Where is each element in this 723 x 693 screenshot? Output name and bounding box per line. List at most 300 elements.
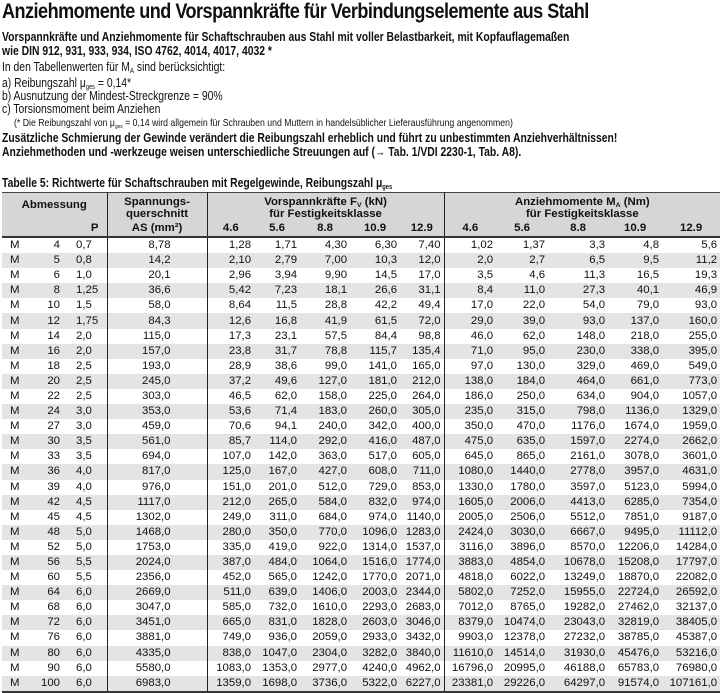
header-vorspannkraefte	[207, 193, 444, 221]
header-fv-l2: für Festigkeitsklasse	[269, 208, 382, 220]
consider-prefix: In den Tabellenwerten für M	[2, 60, 130, 74]
cell-preload-force: 2977,0	[312, 661, 348, 674]
warning-line-2: Anziehmethoden und -werkzeuge weisen unterschiedliche Streuungen auf (→ Tab. 1/VDI 2230-1, Tab. A8).	[2, 145, 522, 159]
cell-preload-force: 292,0	[300, 434, 350, 449]
cell-preload-force: 3046,0	[400, 615, 444, 630]
cell-pitch: 5,5	[76, 571, 92, 584]
cell-preload-force: 17,3	[207, 329, 254, 344]
cell-preload-force: 608,0	[350, 464, 400, 479]
cell-pitch: 3,0	[62, 404, 107, 419]
cell-preload-force: 46,5	[207, 389, 254, 404]
cell-preload-force: 70,6	[207, 419, 254, 434]
cell-tightening-torque: 46188,0	[563, 661, 606, 674]
cell-tightening-torque: 3883,0	[444, 555, 496, 570]
footnote-prefix: (* Die Reibungszahl von μ	[14, 117, 115, 129]
cell-pitch: 6,0	[62, 585, 107, 600]
cell-preload-force: 770,0	[300, 525, 350, 540]
cell-preload-force: 85,7	[207, 434, 254, 449]
cell-tightening-torque: 160,0	[662, 313, 720, 328]
cell-preload-force: 260,0	[350, 404, 400, 419]
table-row	[2, 510, 720, 525]
cell-tightening-torque: 7354,0	[662, 495, 720, 510]
table-row	[2, 389, 720, 404]
cell-preload-force: 2293,0	[362, 601, 398, 614]
cell-preload-force: 1047,0	[254, 646, 300, 661]
cell-tightening-torque: 1605,0	[444, 495, 496, 510]
header-ma-l2: für Festigkeitsklasse	[525, 208, 639, 220]
cell-tightening-torque: 645,0	[444, 449, 496, 464]
cell-pitch: 6,0	[62, 646, 107, 661]
cell-diameter: 64	[30, 585, 62, 600]
cell-stress-area: 36,6	[107, 283, 207, 298]
cell-tightening-torque: 4,6	[529, 269, 546, 282]
header-ma-class: 4.6	[444, 220, 496, 237]
cell-stress-area: 14,2	[107, 253, 207, 268]
cell-tightening-torque: 470,0	[516, 420, 546, 433]
footnote	[14, 117, 513, 129]
cell-tightening-torque: 9187,0	[682, 510, 718, 523]
cell-preload-force: 6227,0	[400, 676, 444, 692]
cell-stress-area: 245,0	[107, 374, 207, 389]
cell-preload-force: 2683,0	[405, 601, 441, 614]
cell-stress-area: 3451,0	[107, 615, 207, 630]
cell-preload-force: 53,6	[207, 404, 254, 419]
cell-preload-force: 1083,0	[207, 661, 254, 676]
conditions-list	[2, 77, 223, 116]
condition-a-suffix: = 0,14*	[95, 76, 132, 90]
cell-stress-area: 817,0	[107, 464, 207, 479]
cell-preload-force: 311,0	[269, 510, 298, 523]
cell-preload-force: 684,0	[318, 510, 348, 523]
cell-preload-force: 400,0	[412, 420, 441, 433]
cell-pitch: 1,5	[76, 299, 92, 312]
cell-preload-force: 10,3	[350, 253, 400, 268]
cell-diameter: 16	[30, 344, 62, 359]
cell-tightening-torque: 1674,0	[624, 420, 660, 433]
cell-preload-force: 350,0	[254, 525, 300, 540]
cell-diameter: 33	[47, 450, 60, 463]
cell-preload-force: 201,0	[268, 480, 298, 493]
header-fv-prefix: Vorspannkräfte F	[264, 196, 358, 208]
cell-pitch: 3,5	[62, 434, 107, 449]
cell-stress-area: 2669,0	[107, 585, 207, 600]
cell-preload-force: 158,0	[318, 389, 348, 402]
cell-tightening-torque: 5512,0	[570, 510, 606, 523]
cell-preload-force: 729,0	[368, 480, 398, 493]
cell-preload-force: 280,0	[207, 525, 254, 540]
cell-preload-force: 387,0	[207, 555, 254, 570]
cell-stress-area: 6983,0	[107, 676, 207, 692]
cell-preload-force: 749,0	[207, 630, 254, 645]
cell-m: M	[2, 464, 30, 479]
cell-tightening-torque: 1329,0	[662, 404, 720, 419]
cell-tightening-torque: 11,3	[583, 269, 606, 282]
cell-preload-force: 605,0	[412, 450, 441, 463]
cell-diameter: 36	[30, 464, 62, 479]
cell-tightening-torque: 26592,0	[662, 585, 720, 600]
cell-m: M	[10, 299, 20, 312]
cell-preload-force: 41,9	[300, 313, 350, 328]
cell-tightening-torque: 27232,0	[563, 631, 606, 644]
table-row	[2, 464, 720, 479]
cell-tightening-torque: 11610,0	[444, 646, 496, 661]
cell-preload-force: 212,0	[207, 495, 254, 510]
cell-diameter: 22	[47, 389, 60, 402]
cell-diameter: 6	[53, 269, 60, 282]
cell-stress-area: 1753,0	[107, 540, 207, 555]
cell-preload-force: 212,0	[400, 374, 444, 389]
cell-preload-force: 1,71	[274, 239, 298, 252]
cell-tightening-torque: 6667,0	[548, 525, 608, 540]
cell-tightening-torque: 184,0	[496, 374, 548, 389]
cell-tightening-torque: 22082,0	[675, 571, 718, 584]
cell-diameter: 90	[47, 661, 60, 674]
cell-preload-force: 3840,0	[400, 646, 444, 661]
cell-m: M	[2, 313, 30, 328]
cell-tightening-torque: 5994,0	[682, 480, 718, 493]
cell-tightening-torque: 38785,0	[617, 631, 660, 644]
cell-m: M	[2, 555, 30, 570]
cell-m: M	[2, 495, 30, 510]
cell-preload-force: 1610,0	[312, 601, 348, 614]
cell-tightening-torque: 635,0	[496, 434, 548, 449]
cell-diameter: 14	[47, 329, 60, 342]
table-row	[2, 570, 720, 585]
cell-stress-area: 303,0	[107, 389, 207, 404]
cell-diameter: 8	[30, 283, 62, 298]
cell-tightening-torque: 32137,0	[675, 601, 718, 614]
cell-preload-force: 416,0	[350, 434, 400, 449]
table-row	[2, 374, 720, 389]
cell-preload-force: 7,00	[300, 253, 350, 268]
cell-tightening-torque: 16796,0	[444, 661, 496, 676]
cell-tightening-torque: 22,0	[522, 299, 546, 312]
cell-tightening-torque: 661,0	[608, 374, 662, 389]
cell-preload-force: 49,6	[254, 374, 300, 389]
cell-preload-force: 2933,0	[362, 631, 398, 644]
cell-stress-area: 193,0	[107, 359, 207, 374]
cell-preload-force: 167,0	[254, 464, 300, 479]
cell-preload-force: 922,0	[318, 540, 348, 553]
warning-text	[2, 131, 617, 159]
cell-tightening-torque: 2005,0	[444, 510, 496, 525]
cell-preload-force: 2059,0	[312, 631, 348, 644]
table-row	[2, 449, 720, 464]
cell-preload-force: 23,8	[207, 344, 254, 359]
cell-preload-force: 342,0	[368, 420, 398, 433]
cell-m: M	[10, 631, 20, 644]
header-ma-class: 10.9	[608, 220, 662, 237]
cell-preload-force: 711,0	[400, 464, 444, 479]
page-title: Anziehmomente und Vorspannkräfte für Verbindungselemente aus Stahl	[2, 0, 589, 23]
cell-tightening-torque: 91574,0	[608, 676, 662, 692]
cell-m: M	[10, 601, 20, 614]
cell-preload-force: 565,0	[268, 571, 298, 584]
cell-tightening-torque: 2,0	[444, 253, 496, 268]
table-row	[2, 525, 720, 540]
cell-preload-force: 2,10	[207, 253, 254, 268]
cell-preload-force: 38,6	[274, 359, 298, 372]
footnote-sub: ges	[114, 124, 123, 130]
cell-preload-force: 37,2	[207, 374, 254, 389]
cell-tightening-torque: 3957,0	[608, 464, 662, 479]
cell-preload-force: 639,0	[254, 585, 300, 600]
cell-preload-force: 16,8	[254, 313, 300, 328]
cell-pitch: 3,5	[76, 450, 92, 463]
cell-tightening-torque: 29,0	[444, 313, 496, 328]
header-ma-class: 5.6	[496, 220, 548, 237]
cell-tightening-torque: 469,0	[630, 359, 660, 372]
cell-tightening-torque: 12378,0	[503, 631, 546, 644]
cell-tightening-torque: 29226,0	[496, 676, 548, 692]
cell-tightening-torque: 64297,0	[548, 676, 608, 692]
cell-diameter: 45	[47, 510, 60, 523]
cell-tightening-torque: 71,0	[444, 344, 496, 359]
cell-tightening-torque: 17,0	[444, 298, 496, 313]
table-row	[2, 646, 720, 661]
cell-tightening-torque: 8379,0	[444, 615, 496, 630]
table-row	[2, 237, 720, 253]
cell-preload-force: 1359,0	[207, 676, 254, 692]
cell-tightening-torque: 148,0	[576, 329, 606, 342]
cell-tightening-torque: 4631,0	[662, 464, 720, 479]
cell-tightening-torque: 3896,0	[510, 540, 546, 553]
cell-preload-force: 127,0	[300, 374, 350, 389]
cell-tightening-torque: 95,0	[496, 344, 548, 359]
cell-tightening-torque: 634,0	[576, 389, 606, 402]
cell-preload-force: 2603,0	[350, 615, 400, 630]
cell-tightening-torque: 23043,0	[548, 615, 608, 630]
cell-tightening-torque: 7012,0	[444, 600, 496, 615]
cell-preload-force: 42,2	[374, 299, 398, 312]
cell-stress-area: 3881,0	[107, 630, 207, 645]
cell-tightening-torque: 10678,0	[548, 555, 608, 570]
cell-tightening-torque: 97,0	[444, 359, 496, 374]
cell-tightening-torque: 315,0	[496, 404, 548, 419]
cell-preload-force: 98,8	[418, 329, 441, 342]
cell-preload-force: 1,28	[207, 237, 254, 253]
cell-tightening-torque: 93,0	[548, 313, 608, 328]
table-row	[2, 344, 720, 359]
cell-stress-area: 976,0	[107, 480, 207, 495]
cell-pitch: 2,0	[62, 344, 107, 359]
cell-preload-force: 1406,0	[300, 585, 350, 600]
header-ma-sub: A	[615, 202, 621, 209]
cell-preload-force: 4962,0	[405, 661, 441, 674]
cell-tightening-torque: 1,37	[522, 239, 546, 252]
cell-m: M	[10, 480, 20, 493]
intro-text	[2, 30, 569, 58]
cell-stress-area: 1302,0	[107, 510, 207, 525]
cell-tightening-torque: 9495,0	[608, 525, 662, 540]
cell-m: M	[10, 420, 20, 433]
cell-pitch: 0,7	[76, 239, 92, 252]
cell-m: M	[2, 585, 30, 600]
cell-preload-force: 335,0	[207, 540, 254, 555]
cell-stress-area: 2024,0	[107, 555, 207, 570]
intro-line-1: Vorspannkräfte und Anziehmomente für Schaftschrauben aus Stahl mit voller Belastbarkeit, mit Kopfauflagemaßen	[2, 30, 570, 44]
cell-stress-area: 353,0	[107, 404, 207, 419]
cell-preload-force: 585,0	[207, 600, 254, 615]
cell-m: M	[2, 434, 30, 449]
cell-diameter: 27	[47, 420, 60, 433]
cell-preload-force: 512,0	[318, 480, 348, 493]
cell-preload-force: 8,64	[207, 298, 254, 313]
cell-preload-force: 831,0	[254, 615, 300, 630]
cell-pitch: 2,5	[62, 374, 107, 389]
cell-m: M	[2, 646, 30, 661]
cell-pitch: 1,75	[62, 313, 107, 328]
cell-tightening-torque: 17797,0	[662, 555, 720, 570]
table-row	[2, 359, 720, 374]
table-row	[2, 676, 720, 692]
cell-preload-force: 31,7	[254, 344, 300, 359]
cell-preload-force: 115,7	[350, 344, 400, 359]
cell-tightening-torque: 79,0	[636, 299, 660, 312]
cell-preload-force: 2344,0	[400, 585, 444, 600]
cell-tightening-torque: 76980,0	[675, 661, 718, 674]
cell-tightening-torque: 1,02	[444, 237, 496, 253]
cell-m: M	[10, 329, 20, 342]
caption-sub: ges	[382, 184, 393, 191]
cell-tightening-torque: 1597,0	[548, 434, 608, 449]
header-spannungsquerschnitt	[107, 193, 207, 221]
cell-tightening-torque: 2506,0	[510, 510, 546, 523]
cell-m: M	[10, 510, 20, 523]
cell-preload-force: 1828,0	[300, 615, 350, 630]
cell-tightening-torque: 1136,0	[608, 404, 662, 419]
header-spannung-l2: querschnitt	[126, 208, 189, 220]
cell-tightening-torque: 2,7	[496, 253, 548, 268]
cell-diameter: 30	[30, 434, 62, 449]
table-row	[2, 404, 720, 419]
cell-preload-force: 3432,0	[405, 631, 441, 644]
cell-preload-force: 72,0	[400, 313, 444, 328]
cell-diameter: 68	[47, 601, 60, 614]
cell-preload-force: 1314,0	[362, 540, 398, 553]
cell-diameter: 52	[47, 540, 60, 553]
cell-tightening-torque: 6,5	[548, 253, 608, 268]
cell-tightening-torque: 7851,0	[624, 510, 660, 523]
cell-pitch: 4,0	[62, 464, 107, 479]
cell-tightening-torque: 137,0	[608, 313, 662, 328]
cell-tightening-torque: 19282,0	[563, 601, 606, 614]
cell-tightening-torque: 39,0	[496, 313, 548, 328]
cell-m: M	[2, 374, 30, 389]
cell-diameter: 20	[30, 374, 62, 389]
cell-pitch: 1,0	[76, 269, 92, 282]
cell-pitch: 3,0	[76, 420, 92, 433]
cell-stress-area: 20,1	[107, 268, 207, 283]
header-fv-suffix: (kN)	[361, 196, 387, 208]
cell-stress-area: 5580,0	[107, 661, 207, 676]
cell-tightening-torque: 255,0	[688, 329, 718, 342]
cell-pitch: 4,5	[76, 510, 92, 523]
cell-preload-force: 832,0	[350, 495, 400, 510]
cell-preload-force: 225,0	[368, 389, 398, 402]
cell-tightening-torque: 1440,0	[496, 464, 548, 479]
cell-m: M	[10, 269, 20, 282]
cell-diameter: 42	[30, 495, 62, 510]
cell-preload-force: 12,6	[207, 313, 254, 328]
header-row-1	[2, 193, 720, 221]
cell-tightening-torque: 138,0	[444, 374, 496, 389]
cell-preload-force: 5,42	[207, 283, 254, 298]
cell-diameter: 80	[30, 646, 62, 661]
cell-diameter: 72	[30, 615, 62, 630]
cell-tightening-torque: 40,1	[608, 283, 662, 298]
cell-preload-force: 1770,0	[362, 571, 398, 584]
cell-m: M	[2, 253, 30, 268]
cell-tightening-torque: 14284,0	[675, 540, 718, 553]
header-fv-sub: V	[357, 202, 362, 209]
cell-tightening-torque: 4,8	[643, 239, 660, 252]
cell-tightening-torque: 13249,0	[563, 571, 606, 584]
cell-preload-force: 511,0	[207, 585, 254, 600]
table-caption	[2, 176, 392, 190]
cell-diameter: 18	[47, 359, 60, 372]
cell-diameter: 10	[47, 299, 60, 312]
cell-tightening-torque: 46,9	[662, 283, 720, 298]
warning-line-1: Zusätzliche Schmierung der Gewinde verändert die Reibungszahl erheblich und führt zu unbestimmten Anziehverhältnissen!	[2, 131, 618, 145]
table-row	[2, 585, 720, 600]
cell-diameter: 48	[30, 525, 62, 540]
table-row	[2, 419, 720, 434]
cell-pitch: 6,0	[76, 661, 92, 674]
table-row	[2, 268, 720, 283]
cell-tightening-torque: 11,2	[662, 253, 720, 268]
cell-preload-force: 61,5	[350, 313, 400, 328]
cell-tightening-torque: 38405,0	[662, 615, 720, 630]
header-fv-class: 8.8	[300, 220, 350, 237]
cell-preload-force: 114,0	[254, 434, 300, 449]
intro-line-2: wie DIN 912, 931, 933, 934, ISO 4762, 4014, 4017, 4032 *	[2, 44, 272, 58]
cell-preload-force: 11,5	[275, 299, 298, 312]
header-ma-class: 8.8	[548, 220, 608, 237]
cell-m: M	[2, 525, 30, 540]
cell-m: M	[2, 615, 30, 630]
header-abmessung-label: Abmessung	[21, 199, 87, 211]
cell-stress-area: 561,0	[107, 434, 207, 449]
cell-tightening-torque: 798,0	[548, 404, 608, 419]
header-fv-class: 5.6	[254, 220, 300, 237]
cell-pitch: 6,0	[76, 601, 92, 614]
cell-preload-force: 1242,0	[312, 571, 348, 584]
cell-preload-force: 4240,0	[362, 661, 398, 674]
cell-tightening-torque: 10474,0	[496, 615, 548, 630]
cell-tightening-torque: 11,0	[496, 283, 548, 298]
cell-tightening-torque: 27462,0	[617, 601, 660, 614]
table-row	[2, 661, 720, 676]
cell-preload-force: 23,1	[274, 329, 298, 342]
cell-m: M	[10, 571, 20, 584]
cell-preload-force: 264,0	[412, 389, 441, 402]
cell-tightening-torque: 7252,0	[496, 585, 548, 600]
cell-tightening-torque: 3601,0	[682, 450, 718, 463]
cell-tightening-torque: 15208,0	[608, 555, 662, 570]
cell-pitch: 2,5	[76, 359, 92, 372]
cell-tightening-torque: 2778,0	[548, 464, 608, 479]
cell-preload-force: 99,0	[324, 359, 348, 372]
cell-tightening-torque: 32819,0	[608, 615, 662, 630]
cell-tightening-torque: 2274,0	[608, 434, 662, 449]
cell-tightening-torque: 53216,0	[662, 646, 720, 661]
table-row	[2, 630, 720, 645]
cell-preload-force: 1353,0	[262, 661, 298, 674]
cell-tightening-torque: 4818,0	[444, 570, 496, 585]
footnote-suffix: = 0,14 wird allgemein für Schrauben und Muttern in handelsüblicher Lieferausführung angenommen)	[122, 117, 513, 129]
table-row	[2, 555, 720, 570]
